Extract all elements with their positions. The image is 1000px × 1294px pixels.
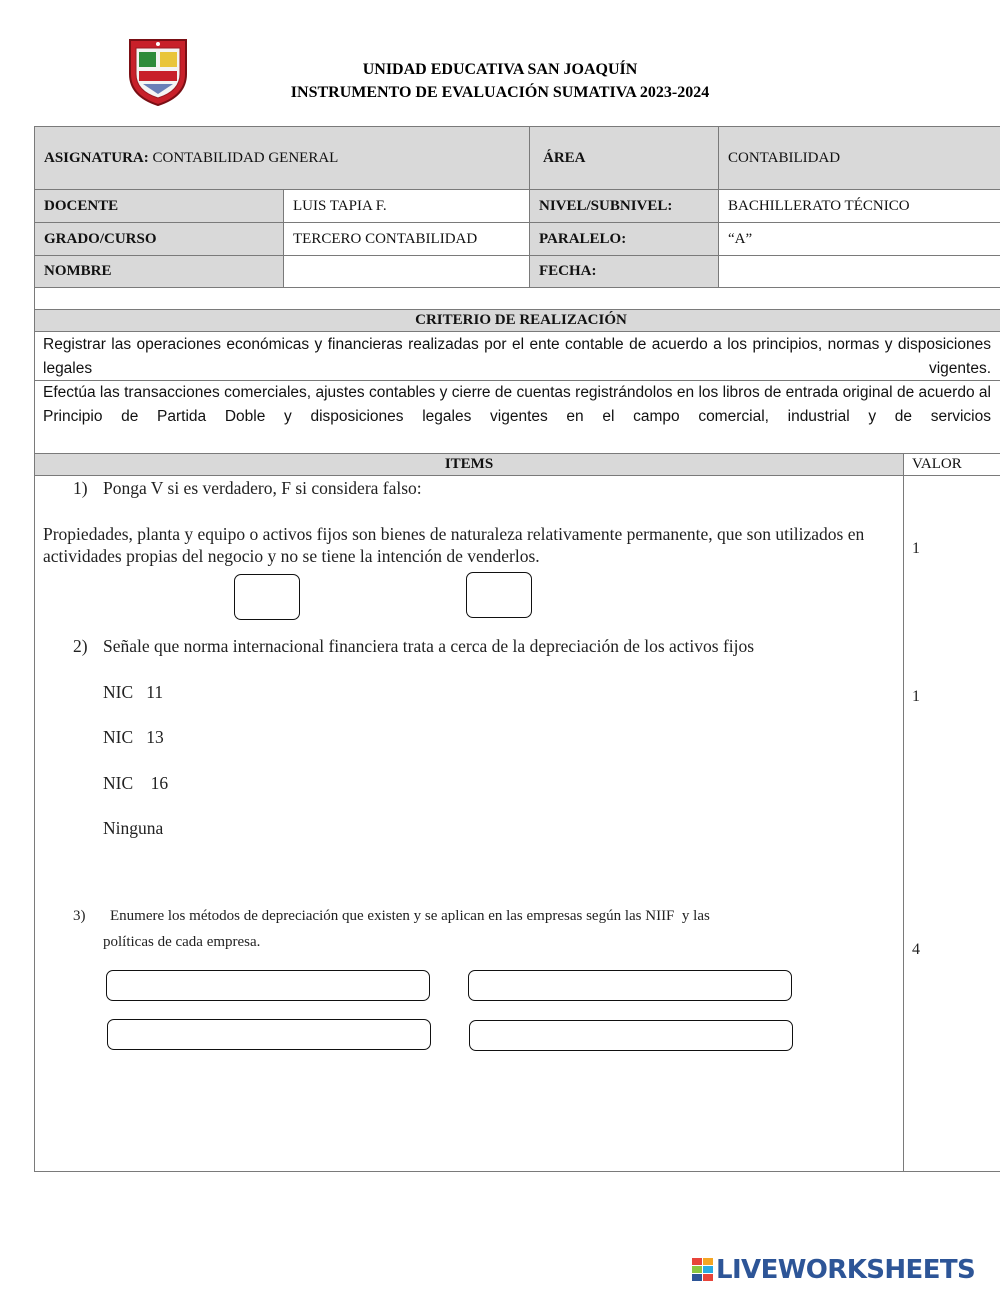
q1-prompt: Ponga V si es verdadero, F si considera falso: bbox=[103, 478, 422, 498]
grado-label bbox=[34, 222, 284, 256]
paralelo-value bbox=[718, 222, 1000, 256]
nivel-label bbox=[529, 189, 719, 223]
liveworksheets-logo-icon bbox=[692, 1258, 714, 1282]
brand-text: LIVEWORKSHEETS bbox=[716, 1255, 976, 1285]
criterio-title-text: CRITERIO DE REALIZACIÓN bbox=[415, 312, 627, 328]
nivel-value-text: BACHILLERATO TÉCNICO bbox=[728, 197, 910, 214]
q1-value: 1 bbox=[912, 540, 920, 557]
area-value-text: CONTABILIDAD bbox=[728, 149, 841, 166]
fecha-label-text: FECHA: bbox=[539, 263, 597, 279]
q3-number: 3) bbox=[73, 908, 86, 924]
q3-answer-box-3[interactable] bbox=[107, 1019, 431, 1050]
q3-prompt-line1: Enumere los métodos de depreciación que existen y se aplican en las empresas según las NIIF y las bbox=[110, 908, 710, 924]
paralelo-value-text: “A” bbox=[728, 230, 753, 247]
valor-header bbox=[903, 453, 1000, 476]
grado-value bbox=[283, 222, 530, 256]
area-label-text: ÁREA bbox=[543, 149, 586, 166]
paralelo-label bbox=[529, 222, 719, 256]
fecha-input[interactable] bbox=[718, 255, 1000, 288]
criterio-text-1: Registrar las operaciones económicas y financieras realizadas por el ente contable de acuerdo a los principios, normas y disposiciones legales vigentes. bbox=[43, 336, 991, 377]
items-header bbox=[34, 453, 904, 476]
area-value bbox=[718, 126, 1000, 190]
q2-number: 2) bbox=[73, 636, 88, 656]
area-label bbox=[529, 126, 719, 190]
docente-label bbox=[34, 189, 284, 223]
nombre-label bbox=[34, 255, 284, 288]
q2-option[interactable]: NIC 11 bbox=[103, 682, 164, 702]
q3-value: 4 bbox=[912, 941, 920, 958]
q1-answer-box-f[interactable] bbox=[466, 572, 532, 618]
asignatura-cell bbox=[34, 126, 530, 190]
docente-label-text: DOCENTE bbox=[44, 197, 119, 214]
q3-answer-box-2[interactable] bbox=[468, 970, 792, 1001]
q1-number: 1) bbox=[73, 478, 88, 498]
q2-option[interactable]: Ninguna bbox=[103, 818, 164, 838]
paralelo-label-text: PARALELO: bbox=[539, 230, 627, 247]
valor-header-text: VALOR bbox=[912, 456, 962, 472]
fecha-label bbox=[529, 255, 719, 288]
q3-answer-box-4[interactable] bbox=[469, 1020, 793, 1051]
spacer-row bbox=[34, 287, 1000, 310]
grado-value-text: TERCERO CONTABILIDAD bbox=[293, 230, 478, 247]
asignatura-value: CONTABILIDAD GENERAL bbox=[152, 149, 339, 166]
q2-prompt: Señale que norma internacional financiera trata a cerca de la depreciación de los activos fijos bbox=[103, 636, 755, 656]
q2-value: 1 bbox=[912, 688, 920, 705]
q3-answer-box-1[interactable] bbox=[106, 970, 430, 1001]
grado-label-text: GRADO/CURSO bbox=[44, 230, 157, 247]
nombre-input[interactable] bbox=[283, 255, 530, 288]
q2-option[interactable]: NIC 13 bbox=[103, 727, 164, 747]
criterio-title bbox=[34, 309, 1000, 332]
school-name: UNIDAD EDUCATIVA SAN JOAQUÍN bbox=[362, 61, 638, 78]
nivel-label-text: NIVEL/SUBNIVEL: bbox=[539, 197, 673, 214]
items-header-text: ITEMS bbox=[444, 456, 494, 472]
q1-answer-box-v[interactable] bbox=[234, 574, 300, 620]
criterio-text-2: Efectúa las transacciones comerciales, ajustes contables y cierre de cuentas registrándolos en los libros de entrada original de acuerdo al Principio de Partida Doble y disposiciones legales vigentes en el campo comercial, industrial y de servicios bbox=[43, 384, 991, 425]
docente-value bbox=[283, 189, 530, 223]
q3-prompt-line2: políticas de cada empresa. bbox=[103, 934, 261, 950]
docente-value-text: LUIS TAPIA F. bbox=[293, 197, 387, 214]
nivel-value bbox=[718, 189, 1000, 223]
liveworksheets-brand bbox=[692, 1252, 975, 1288]
q1-statement: Propiedades, planta y equipo o activos fijos son bienes de naturaleza relativamente permanente, que son utilizados en actividades propias del negocio y no se tiene la intención de venderlos. bbox=[43, 524, 865, 566]
instrument-title: INSTRUMENTO DE EVALUACIÓN SUMATIVA 2023-2024 bbox=[290, 84, 710, 101]
valor-body bbox=[903, 475, 1000, 1172]
q2-option[interactable]: NIC 16 bbox=[103, 773, 169, 793]
asignatura-label: ASIGNATURA: bbox=[44, 149, 149, 166]
nombre-label-text: NOMBRE bbox=[44, 263, 112, 279]
